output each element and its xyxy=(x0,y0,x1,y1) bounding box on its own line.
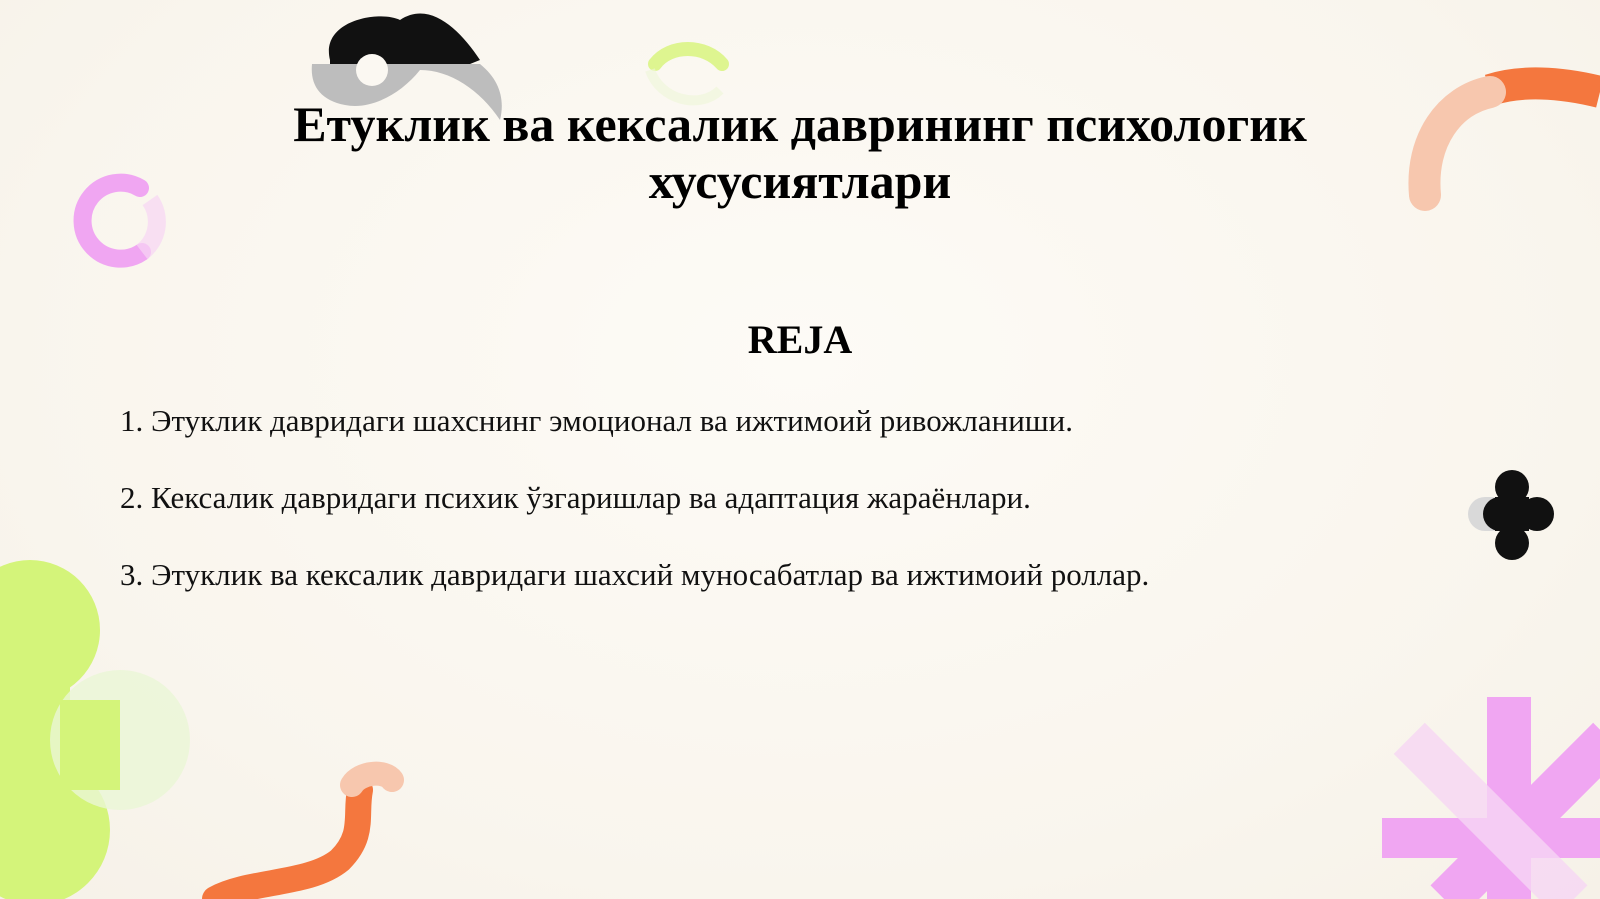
orange-arc xyxy=(1424,83,1600,195)
pink-asterisk xyxy=(1382,697,1600,899)
plan-list xyxy=(120,403,1420,634)
plan-item-2: 2. Кексалик давридаги психик ўзгаришлар ва адаптация жараёнлари. xyxy=(120,480,1031,515)
plan-item-1: 1. Этуклик давридаги шахснинг эмоционал ва ижтимоий ривожланиши. xyxy=(120,403,1073,438)
pink-ring xyxy=(83,183,157,259)
plan-item-3: 3. Этуклик ва кексалик давридаги шахсий муносабатлар ва ижтимоий роллар. xyxy=(120,557,1150,592)
orange-squiggle xyxy=(215,774,392,899)
plan-heading: REJA xyxy=(747,317,853,362)
green-arc xyxy=(655,49,722,64)
slide-title: Етуклик ва кексалик даврининг психологик хусусиятлари xyxy=(293,96,1307,209)
black-clover xyxy=(1468,470,1554,560)
